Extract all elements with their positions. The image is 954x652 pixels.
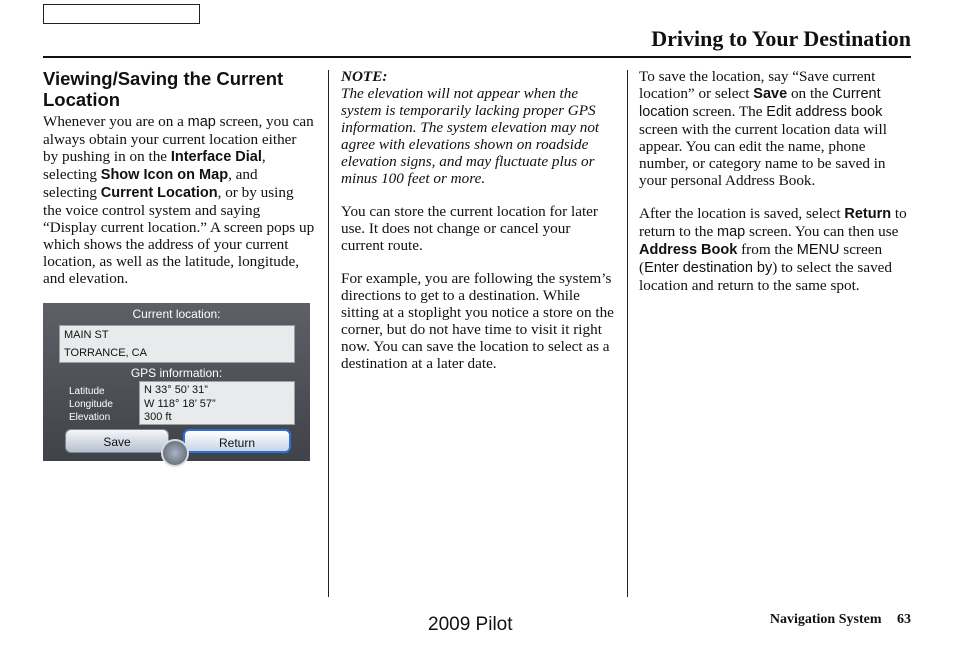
footer-right [758,612,911,628]
section-heading: Viewing/Saving the Current Location [43,68,284,110]
gps-info-title: GPS information: [130,366,223,380]
ui-term: Current Location [100,185,218,201]
example-paragraph: For example, you are following the system’s directions to get to a destination. While sitting at a stoplight you notice a store on the corner, but do not have time to visit it right now. You can save the location to select as a destination at a later date. [341,270,614,372]
ui-term: Show Icon on Map [100,167,229,183]
save-button[interactable]: Save [65,429,169,453]
return-button[interactable]: Return [183,429,291,453]
return-instructions-paragraph [639,205,911,294]
gps-labels [69,385,113,424]
gps-values-panel [139,381,295,425]
text-run: , and selecting [43,166,258,201]
footer-model: 2009 Pilot [428,614,513,635]
note-label: NOTE: [341,68,388,85]
text-run: , or by using the voice control system and saying “Display current location.” A screen pops up which shows the address of your current location, as well as the latitude, longitude, and elevation. [43,184,315,287]
text-run: from the [737,241,797,258]
ui-term: map [717,224,746,240]
current-location-screenshot [43,303,310,461]
store-location-paragraph: You can store the current location for later use. It does not change or cancel your current route. [341,203,598,254]
intro-paragraph [43,113,315,287]
screen-title: Current location: [132,307,221,321]
column-2 [341,68,616,388]
header-divider [43,56,911,58]
text-run: Whenever you are on a [43,113,188,130]
interface-dial-icon [161,439,189,467]
latitude-value: N 33° 50’ 31” [144,384,208,396]
column-divider-2 [627,70,628,597]
ui-term: Return [844,206,892,222]
footer-section: Navigation System [769,612,882,627]
text-run: on the [787,85,833,102]
longitude-label: Longitude [69,399,113,410]
ui-term: Address Book [639,242,738,258]
save-instructions-paragraph [639,68,911,189]
ui-term: Save [753,86,788,102]
text-run: ) to select the saved location and return to the same spot. [639,259,892,294]
address-line-1: MAIN ST [64,329,109,341]
elevation-value: 300 ft [144,411,172,423]
text-run: to return to the [639,205,907,240]
page-title: Driving to Your Destination [651,26,911,51]
note-text: The elevation will not appear when the system is temporarily lacking proper GPS information. The system elevation may not agree with elevations shown on roadside elevation signs, and may fluctuate plus or minus 100 feet or more. [341,85,600,187]
text-run: screen. You can then use [745,223,899,240]
column-divider-1 [328,70,329,597]
header-tab-box [43,4,200,24]
latitude-label: Latitude [69,386,105,397]
text-run: screen ( [639,241,883,276]
text-run: screen with the current location data will appear. You can edit the name, phone number, or category name to be saved in your personal Address Book. [639,121,887,189]
text-run: , selecting [43,148,266,183]
ui-term: Edit address book [766,104,883,120]
address-panel [59,325,295,363]
text-run: After the location is saved, select [639,205,845,222]
text-run: screen. The [688,103,767,120]
text-run: To save the location, say “Save current location” or select [639,68,876,102]
text-run: screen, you can always obtain your current location either by pushing in on the [43,113,314,165]
ui-term: Enter destination by [644,260,773,276]
address-line-2: TORRANCE, CA [64,347,147,359]
longitude-value: W 118° 18’ 57” [144,397,216,410]
ui-term: Current location [639,86,881,120]
column-1 [43,68,315,461]
ui-term: Interface Dial [170,149,262,165]
ui-term: map [187,114,216,130]
ui-term: MENU [796,242,840,258]
elevation-label: Elevation [69,412,111,423]
page-number: 63 [897,612,911,627]
column-3 [639,68,911,310]
